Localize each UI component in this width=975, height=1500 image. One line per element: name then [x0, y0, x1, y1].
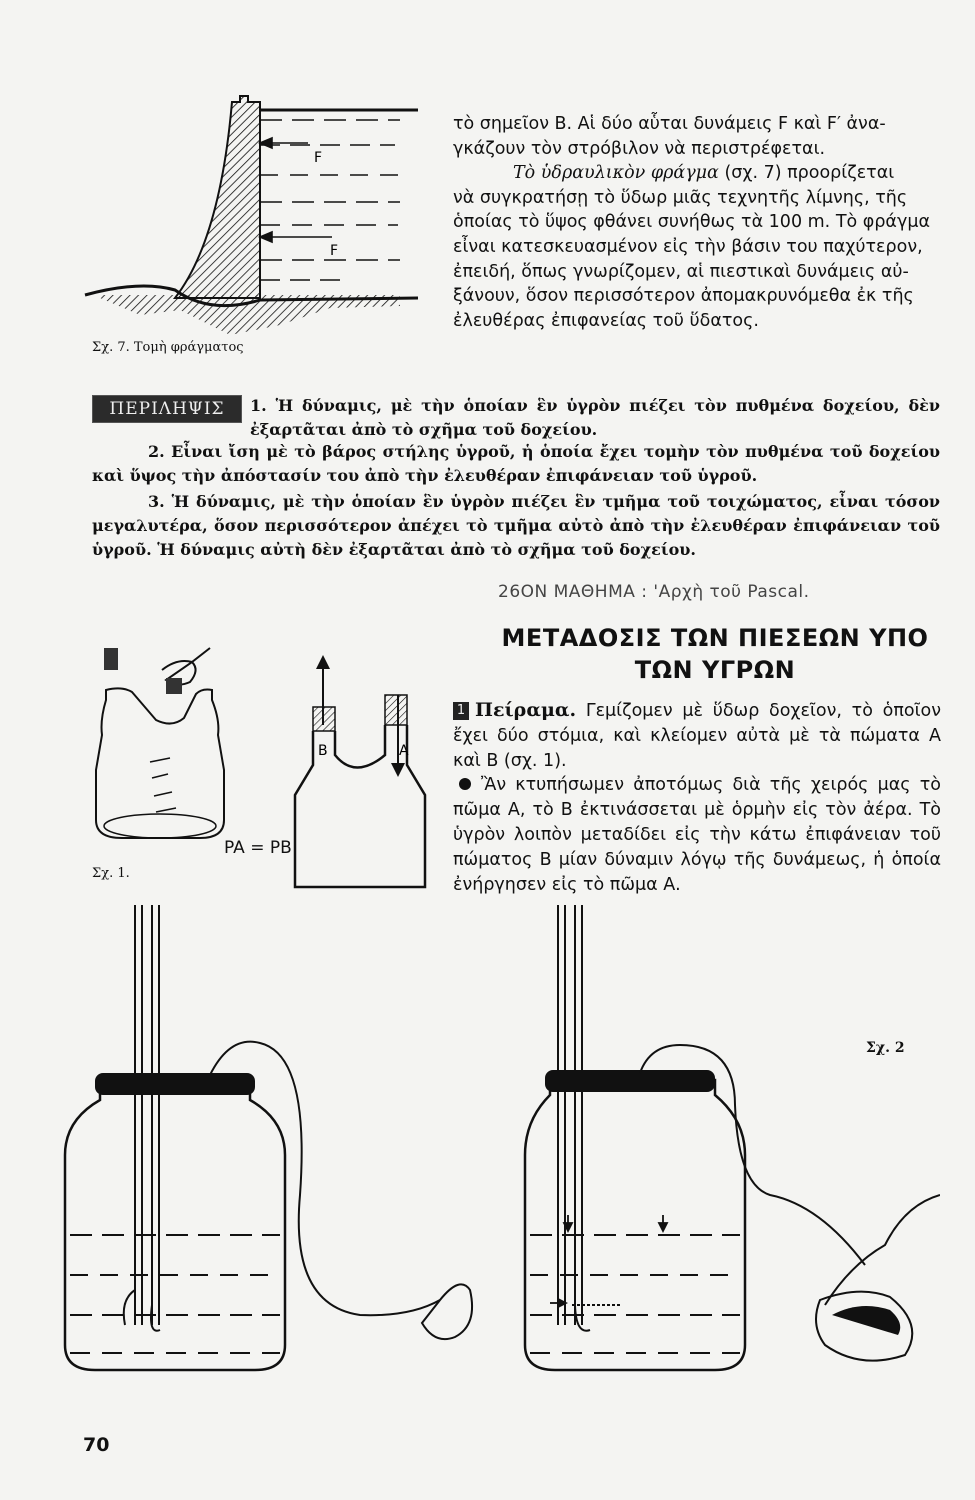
text-line: τὸ σημεῖον Β. Αἱ δύο αὗται δυνάμεις F καὶ F′ ἀνα- [453, 114, 886, 134]
summary-item-1: 1. Ἡ δύναμις, μὲ τὴν ὁποίαν ἓν ὑγρὸν πιέζει τὸν πυθμένα δοχείου, δὲν ἐξαρτᾶται ἀπὸ τὸ σχῆμα τοῦ δοχείου. [250, 396, 940, 439]
experiment-paragraph [453, 698, 941, 897]
experiment-title: Πείραμα. [475, 699, 577, 721]
fig2-jar-right [520, 905, 940, 1375]
experiment-number-box: 1 [453, 702, 469, 720]
text-line: νὰ συγκρατήσῃ τὸ ὕδωρ μιᾶς τεχνητῆς λίμνης, τῆς [453, 187, 908, 208]
dam-paragraph [453, 112, 938, 333]
fig1-caption: Σχ. 1. [92, 866, 130, 881]
page-number: 70 [83, 1434, 110, 1456]
text-line: ἐπειδή, ὅπως γνωρίζομεν, αἱ πιεστικαὶ δυνάμεις αὐ- [453, 261, 909, 282]
fig1-bottle-hand [92, 640, 242, 850]
text-line: ὁποίας τὸ ὕψος φθάνει συνήθως τὰ 100 m. Τὸ φράγμα [453, 212, 930, 233]
heading-line: ΜΕΤΑΔΟΣΙΣ ΤΩΝ ΠΙΕΣΕΩΝ ΥΠΟ [501, 624, 929, 652]
text-line: ξάνουν, ὅσον περισσότερον ἀπομακρυνόμεθα ἐκ τῆς [453, 286, 914, 307]
summary-item-2: 2. Εἶναι ἴση μὲ τὸ βάρος στήλης ὑγροῦ, ἡ ὁποία ἔχει τομὴν τὸν πυθμένα τοῦ δοχείου καὶ ὕψος τὴν ἀπόστασίν του ἀπὸ τὴν ἐλευθέραν ἐπιφάνειαν τοῦ ὑγροῦ. [92, 442, 940, 485]
text-line: ἐλευθέρας ἐπιφανείας τοῦ ὕδατος. [453, 310, 759, 331]
fig1-formula: PA = PB [224, 838, 292, 858]
dam-term: Τὸ ὑδραυλικὸν φράγμα [513, 163, 719, 184]
fig1-label-a: A [399, 743, 409, 759]
summary-item-3: 3. Ἡ δύναμις, μὲ τὴν ὁποίαν ἓν ὑγρὸν πιέζει ἓν τμῆμα τοῦ τοιχώματος, εἶναι τόσον μεγαλυτέρα, ὅσον περισσότερον ἀπέχει τὸ τμῆμα αὐτὸ ἀπὸ τὴν ἐλευθέραν ἐπιφάνειαν τοῦ ὑγροῦ. Ἡ δύναμις αὐτὴ δὲν ἐξαρτᾶται ἀπὸ τὸ σχῆμα τοῦ δοχείου. [92, 492, 940, 559]
text-line: γκάζουν τὸν στρόβιλον νὰ περιστρέφεται. [453, 138, 826, 159]
text-line: εἶναι κατεσκευασμένον εἰς τὴν βάσιν του παχύτερον, [453, 236, 923, 257]
dam-force-label: F [314, 150, 323, 166]
dam-force-label: F [330, 243, 339, 259]
fig1-label-b: B [318, 743, 328, 759]
heading-line: ΤΩΝ ΥΓΡΩΝ [634, 656, 796, 684]
lesson-label: 26ON ΜΑΘΗΜΑ : 'Αρχὴ τοῦ Pascal. [498, 582, 810, 602]
experiment-text: Ἂν κτυπήσωμεν ἀποτόμως διὰ τῆς χειρός μας τὸ πῶμα Α, τὸ Β ἐκτινάσσεται μὲ ὁρμὴν εἰς τὸν ἀέρα. Τὸ ὑγρὸν λοιπὸν μεταδίδει εἰς τὴν κάτω ἐπιφάνειαν τοῦ πώματος Β μίαν δύναμιν λόγῳ τῆς δυνάμεως, ἡ ὁποία ἐνήργησεν εἰς τὸ πῶμα Α. [453, 775, 941, 895]
fig2-caption: Σχ. 2 [866, 1040, 905, 1056]
summary-badge: ΠΕΡΙΛΗΨΙΣ [92, 395, 242, 423]
bullet-icon [459, 778, 471, 790]
experiment-text: Γεμίζομεν μὲ ὕδωρ δοχεῖον, τὸ ὁποῖον ἔχει δύο στόμια, καὶ κλείομεν αὐτὰ μὲ τὰ πώματα Α καὶ Β (σχ. 1). [453, 701, 941, 771]
fig2-jar-left [60, 905, 480, 1375]
dam-figure [80, 90, 420, 340]
text-line [453, 161, 938, 186]
dam-term-rest: (σχ. 7) προορίζεται [718, 163, 895, 184]
fig1-diagram [285, 655, 440, 895]
dam-figure-caption: Σχ. 7. Τομὴ φράγματος [92, 340, 244, 355]
lesson-heading [480, 622, 950, 686]
